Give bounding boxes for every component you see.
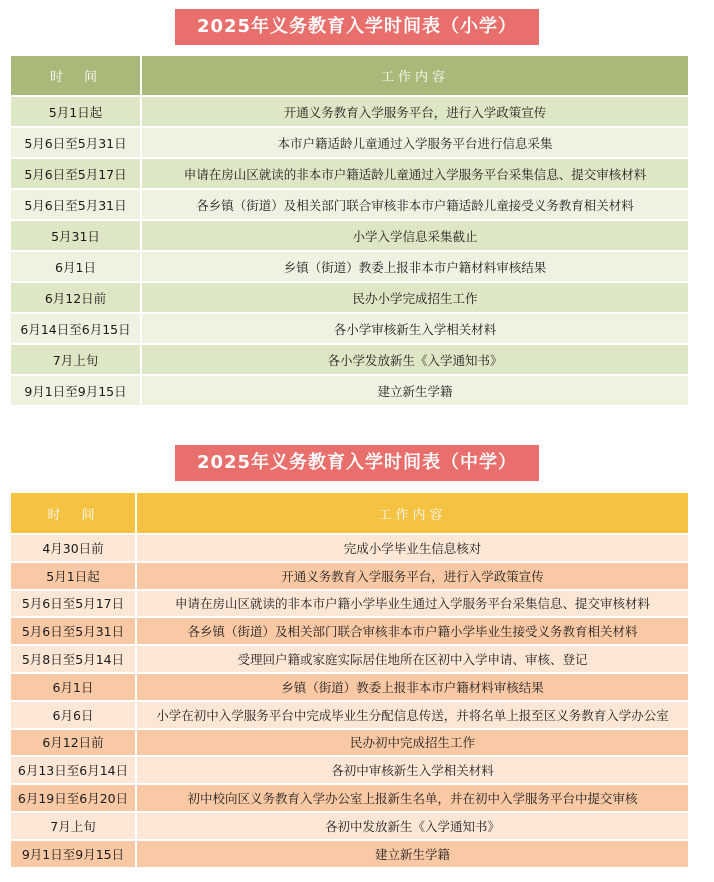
- table-row: [11, 159, 688, 190]
- table-row: [11, 283, 688, 314]
- table-row: [11, 376, 688, 405]
- task-cell: 完成小学毕业生信息核对: [137, 535, 688, 563]
- task-cell: 各乡镇（街道）及相关部门联合审核非本市户籍小学毕业生接受义务教育相关材料: [137, 618, 688, 646]
- task-cell: 各小学审核新生入学相关材料: [142, 314, 688, 345]
- time-cell: 7月上旬: [11, 813, 137, 841]
- task-cell: 开通义务教育入学服务平台，进行入学政策宣传: [142, 97, 688, 128]
- task-cell: 小学在初中入学服务平台中完成毕业生分配信息传送，并将名单上报至区义务教育入学办公室: [137, 702, 688, 730]
- time-cell: 5月6日至5月31日: [11, 128, 142, 159]
- time-cell: 5月8日至5月14日: [11, 646, 137, 674]
- middle-schedule-title: 2025年义务教育入学时间表（中学）: [175, 445, 539, 481]
- task-cell: 受理回户籍或家庭实际居住地所在区初中入学申请、审核、登记: [137, 646, 688, 674]
- time-cell: 5月1日起: [11, 563, 137, 591]
- time-cell: 9月1日至9月15日: [11, 841, 137, 867]
- table-row: [11, 345, 688, 376]
- primary-title-wrap: [0, 9, 714, 45]
- table-row: [11, 190, 688, 221]
- table-row: [11, 221, 688, 252]
- task-cell: 本市户籍适龄儿童通过入学服务平台进行信息采集: [142, 128, 688, 159]
- time-cell: 5月31日: [11, 221, 142, 252]
- table-row: [11, 591, 688, 619]
- time-cell: 5月6日至5月17日: [11, 591, 137, 619]
- middle-title-wrap: [0, 445, 714, 481]
- task-cell: 各乡镇（街道）及相关部门联合审核非本市户籍适龄儿童接受义务教育相关材料: [142, 190, 688, 221]
- time-cell: 4月30日前: [11, 535, 137, 563]
- table-row: [11, 702, 688, 730]
- time-cell: 6月12日前: [11, 730, 137, 758]
- table-row: [11, 757, 688, 785]
- table-header-row: [11, 493, 688, 535]
- middle-schedule-table: [11, 493, 688, 867]
- table-row: [11, 785, 688, 813]
- task-cell: 初中校向区义务教育入学办公室上报新生名单，并在初中入学服务平台中提交审核: [137, 785, 688, 813]
- column-header-time: 时 间: [11, 56, 142, 97]
- table-row: [11, 97, 688, 128]
- task-cell: 申请在房山区就读的非本市户籍适龄儿童通过入学服务平台采集信息、提交审核材料: [142, 159, 688, 190]
- task-cell: 建立新生学籍: [137, 841, 688, 867]
- task-cell: 各小学发放新生《入学通知书》: [142, 345, 688, 376]
- task-cell: 申请在房山区就读的非本市户籍小学毕业生通过入学服务平台采集信息、提交审核材料: [137, 591, 688, 619]
- table-row: [11, 841, 688, 867]
- primary-schedule-title: 2025年义务教育入学时间表（小学）: [175, 9, 539, 45]
- time-cell: 7月上旬: [11, 345, 142, 376]
- time-cell: 6月6日: [11, 702, 137, 730]
- task-cell: 乡镇（街道）教委上报非本市户籍材料审核结果: [137, 674, 688, 702]
- primary-schedule-table: [11, 56, 688, 405]
- task-cell: 建立新生学籍: [142, 376, 688, 405]
- table-row: [11, 314, 688, 345]
- time-cell: 5月6日至5月31日: [11, 618, 137, 646]
- table-row: [11, 618, 688, 646]
- task-cell: 各初中发放新生《入学通知书》: [137, 813, 688, 841]
- task-cell: 各初中审核新生入学相关材料: [137, 757, 688, 785]
- column-header-time: 时 间: [11, 493, 137, 535]
- table-header-row: [11, 56, 688, 97]
- table-row: [11, 730, 688, 758]
- table-row: [11, 252, 688, 283]
- table-row: [11, 674, 688, 702]
- task-cell: 乡镇（街道）教委上报非本市户籍材料审核结果: [142, 252, 688, 283]
- time-cell: 6月12日前: [11, 283, 142, 314]
- task-cell: 民办初中完成招生工作: [137, 730, 688, 758]
- time-cell: 6月13日至6月14日: [11, 757, 137, 785]
- table-row: [11, 535, 688, 563]
- column-header-task: 工作内容: [137, 493, 688, 535]
- column-header-task: 工作内容: [142, 56, 688, 97]
- time-cell: 6月1日: [11, 674, 137, 702]
- table-row: [11, 813, 688, 841]
- table-row: [11, 563, 688, 591]
- task-cell: 开通义务教育入学服务平台，进行入学政策宣传: [137, 563, 688, 591]
- time-cell: 6月1日: [11, 252, 142, 283]
- time-cell: 6月19日至6月20日: [11, 785, 137, 813]
- task-cell: 民办小学完成招生工作: [142, 283, 688, 314]
- time-cell: 5月6日至5月17日: [11, 159, 142, 190]
- time-cell: 5月6日至5月31日: [11, 190, 142, 221]
- time-cell: 5月1日起: [11, 97, 142, 128]
- task-cell: 小学入学信息采集截止: [142, 221, 688, 252]
- table-row: [11, 128, 688, 159]
- time-cell: 6月14日至6月15日: [11, 314, 142, 345]
- time-cell: 9月1日至9月15日: [11, 376, 142, 405]
- table-row: [11, 646, 688, 674]
